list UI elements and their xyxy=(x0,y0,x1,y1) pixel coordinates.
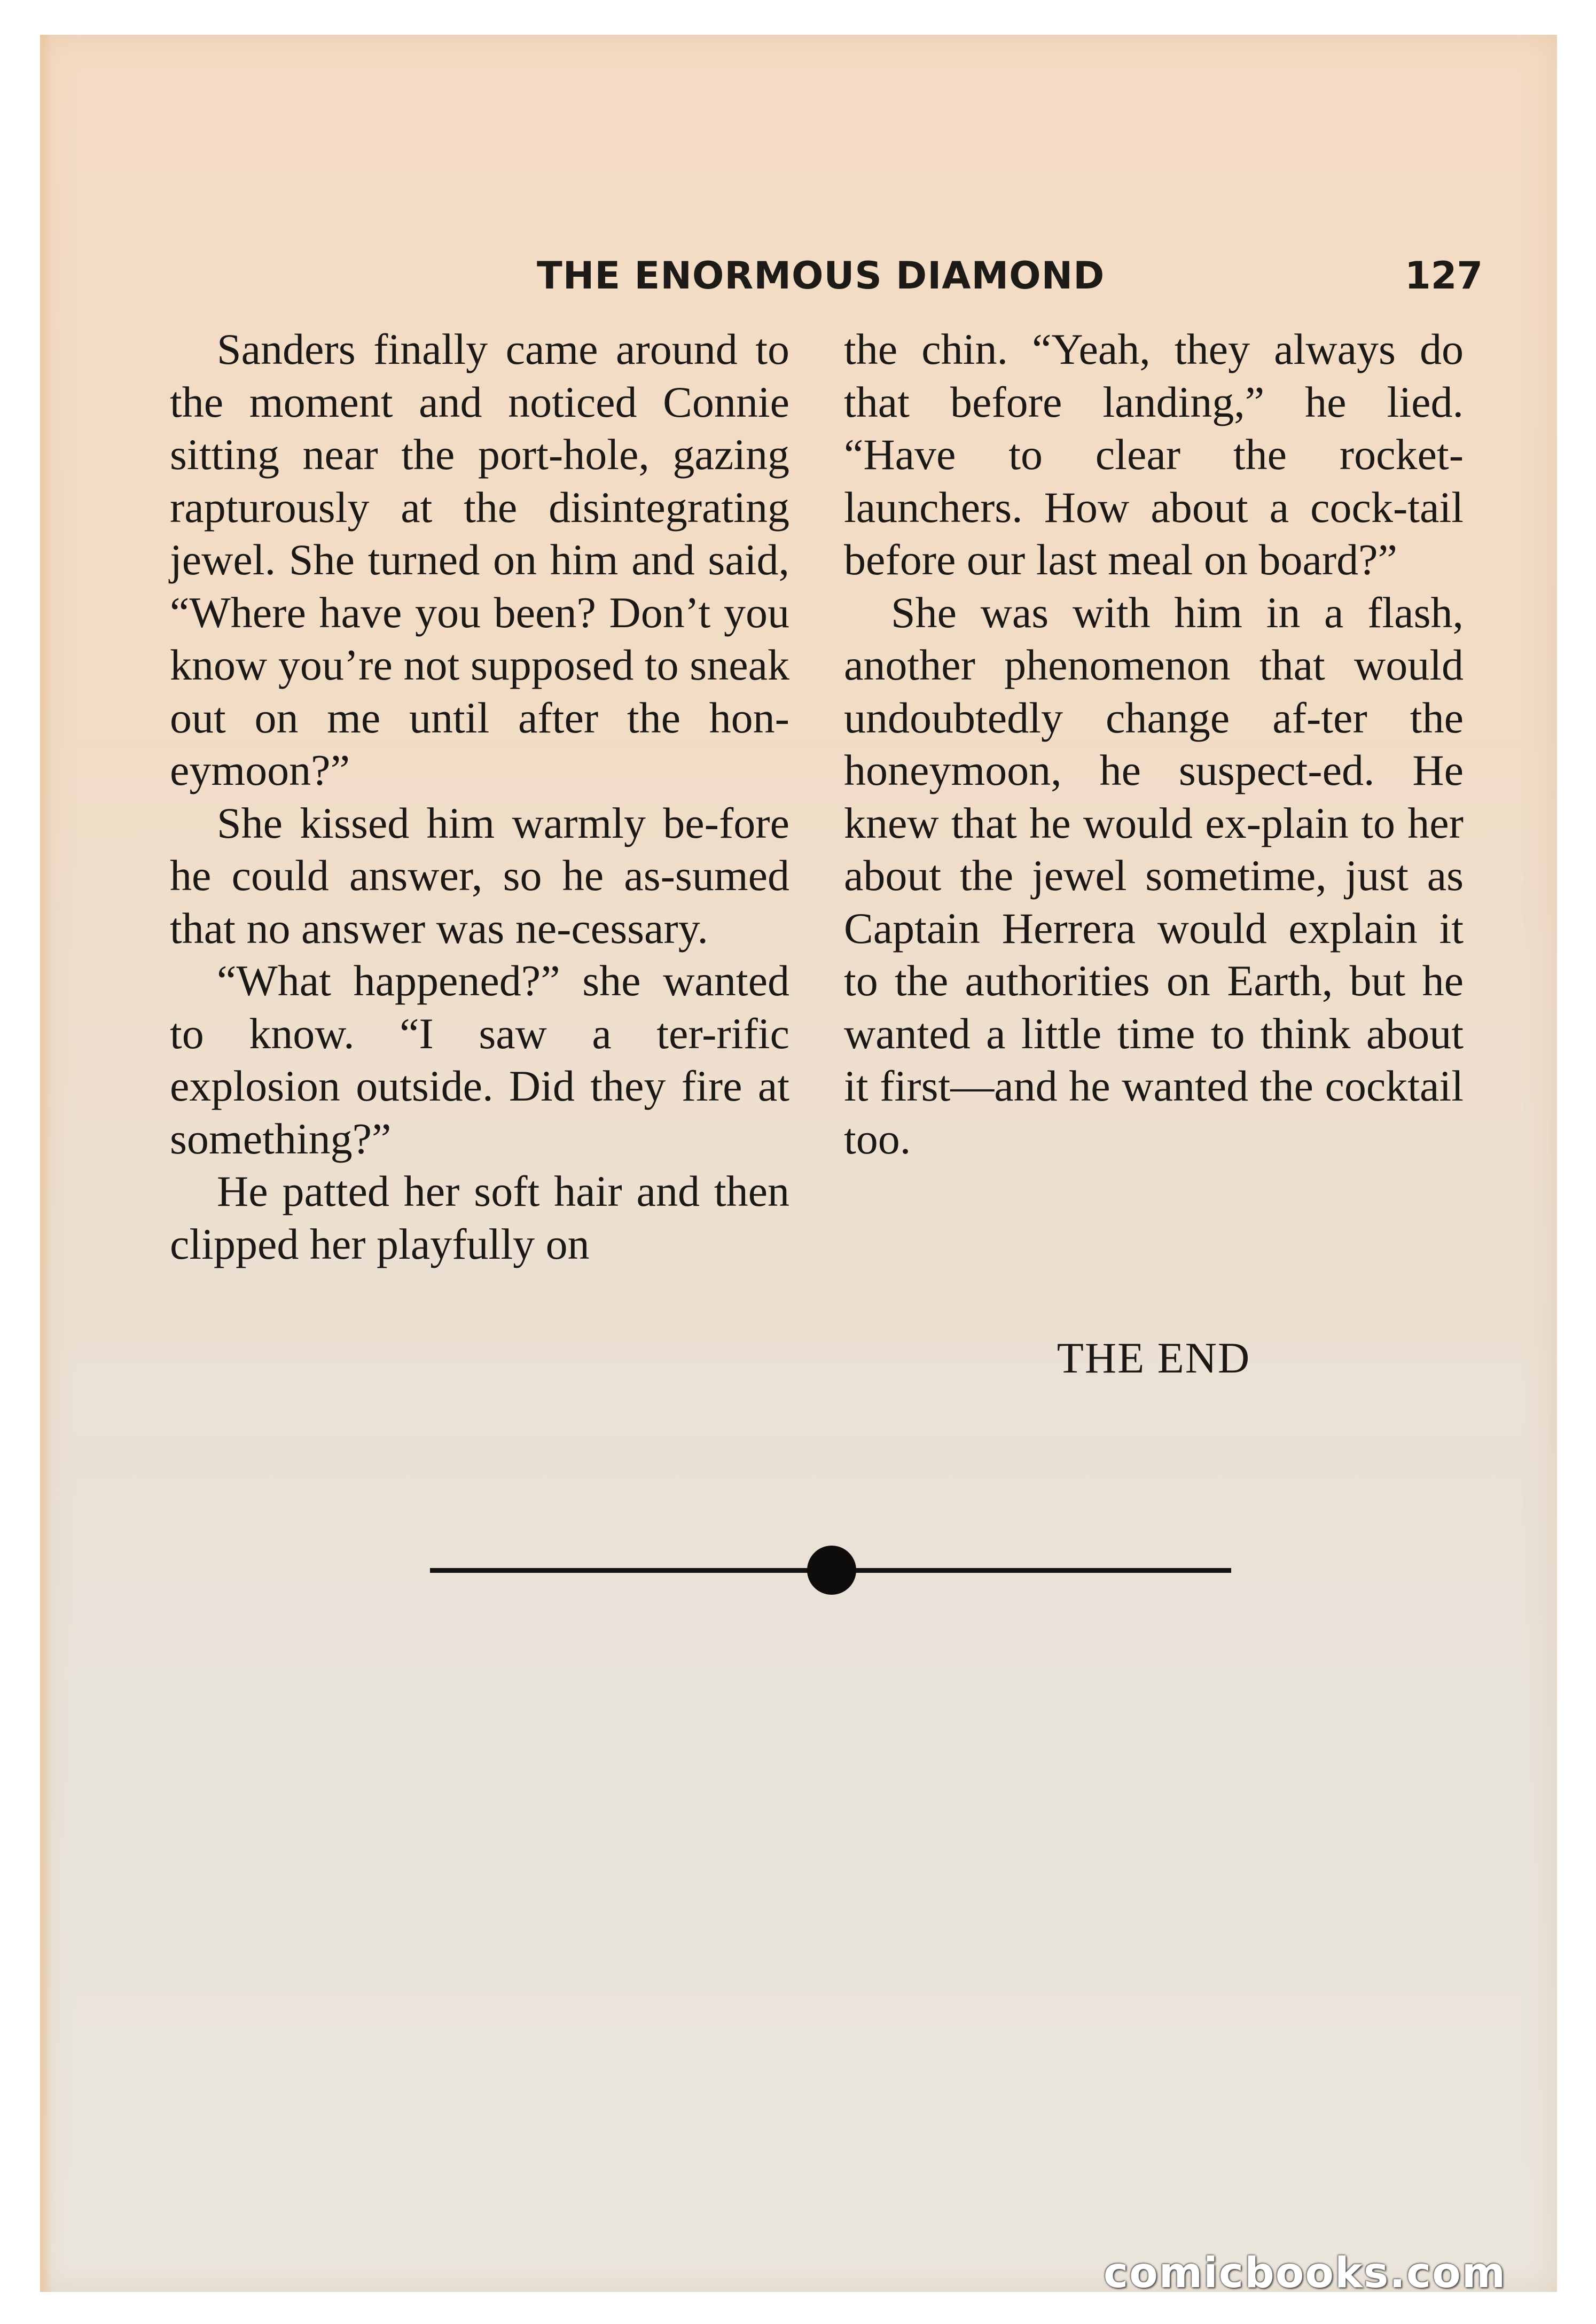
paragraph-continued: the chin. “Yeah, they always do that before landing,” he lied. “Have to clear the rocket-launchers. How about a cock-tail before our last meal on board?” xyxy=(844,325,1464,584)
paragraph: Sanders finally came around to the moment and noticed Connie sitting near the port-hole, gazing rapturously at the disintegrating jewel. She turned on him and said, “Where have you been? Don’t you know you’re not supposed to sneak out on me until after the hon-eymoon?” xyxy=(170,325,789,794)
story-title: THE ENORMOUS DIAMOND xyxy=(537,254,1105,298)
the-end-label: THE END xyxy=(1057,1333,1251,1382)
running-head xyxy=(40,254,1557,302)
page-number: 127 xyxy=(1405,254,1483,298)
paragraph: He patted her soft hair and then clipped her playfully on xyxy=(170,1167,789,1268)
paragraph: “What happened?” she wanted to know. “I saw a ter-rific explosion outside. Did they fire at something?” xyxy=(170,956,789,1163)
right-column xyxy=(844,323,1464,1165)
left-column xyxy=(170,323,789,1270)
book-page xyxy=(40,35,1557,2297)
watermark-logo: comicbooks.com xyxy=(1103,2249,1506,2297)
paragraph: She was with him in a flash, another phenomenon that would undoubtedly change af-ter the honeymoon, he suspect-ed. He knew that he would ex-plain to her about the jewel sometime, just as Captain Herrera would explain it to the authorities on Earth, but he wanted a little time to think about it first—and he wanted the cocktail too. xyxy=(844,588,1464,1163)
paragraph: She kissed him warmly be-fore he could answer, so he as-sumed that no answer was ne-cessary. xyxy=(170,798,789,953)
section-divider-ornament xyxy=(430,1541,1231,1600)
